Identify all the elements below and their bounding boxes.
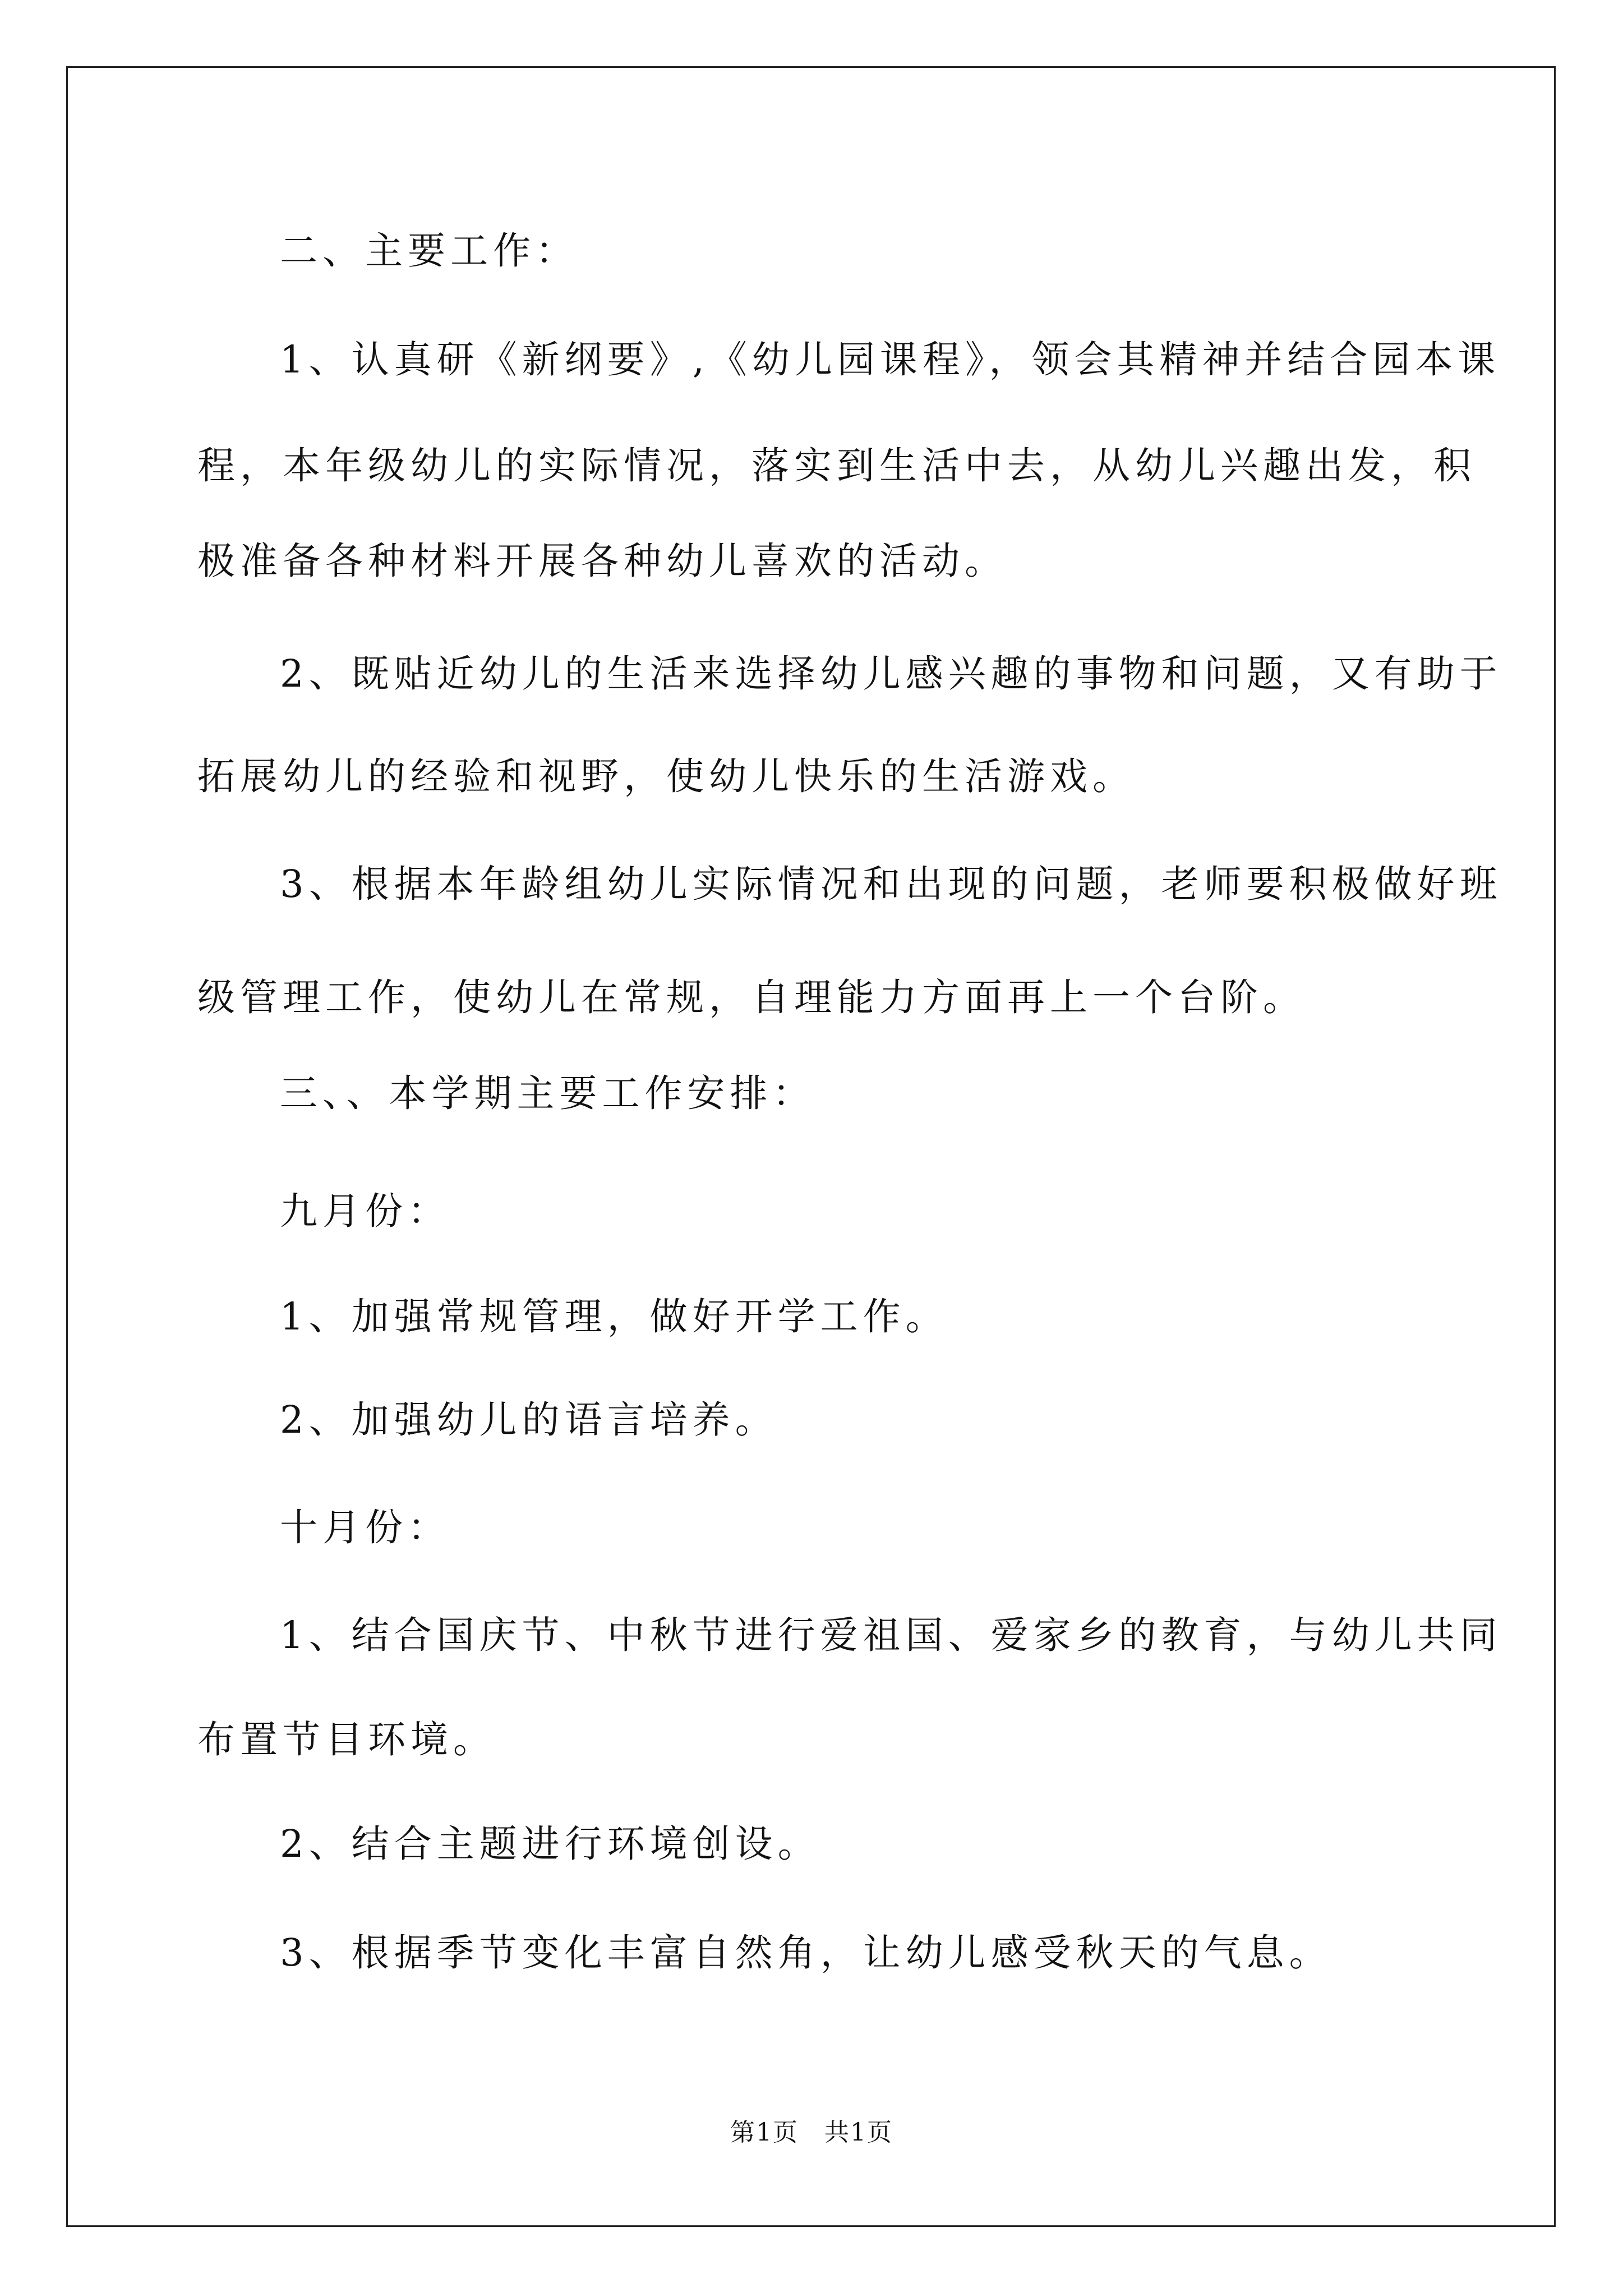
paragraph-line: 布置节目环境。 <box>197 1718 496 1761</box>
page-border <box>66 66 1556 2227</box>
paragraph-line: 拓展幼儿的经验和视野，使幼儿快乐的生活游戏。 <box>197 754 1135 798</box>
paragraph-line: 3、根据本年龄组幼儿实际情况和出现的问题，老师要积极做好班 <box>280 862 1502 906</box>
paragraph-line: 1、结合国庆节、中秋节进行爱祖国、爱家乡的教育，与幼儿共同 <box>280 1613 1502 1657</box>
paragraph-line: 2、既贴近幼儿的生活来选择幼儿感兴趣的事物和问题，又有助于 <box>280 652 1502 696</box>
paragraph-line: 2、加强幼儿的语言培养。 <box>280 1398 778 1442</box>
section-heading: 二、主要工作： <box>280 229 578 273</box>
paragraph-line: 1、认真研《新纲要》,《幼儿园课程》，领会其精神并结合园本课 <box>280 338 1501 381</box>
paragraph-line: 1、加强常规管理，做好开学工作。 <box>280 1295 948 1338</box>
paragraph-line: 程，本年级幼儿的实际情况，落实到生活中去，从幼儿兴趣出发，积 <box>197 444 1476 487</box>
paragraph-line: 极准备各种材料开展各种幼儿喜欢的活动。 <box>197 539 1007 583</box>
month-heading: 九月份： <box>280 1189 450 1233</box>
paragraph-line: 3、根据季节变化丰富自然角，让幼儿感受秋天的气息。 <box>280 1931 1332 1975</box>
paragraph-line: 2、结合主题进行环境创设。 <box>280 1822 820 1866</box>
paragraph-line: 级管理工作，使幼儿在常规，自理能力方面再上一个台阶。 <box>197 976 1306 1019</box>
section-heading: 三、、本学期主要工作安排： <box>280 1071 815 1115</box>
month-heading: 十月份： <box>280 1506 450 1549</box>
page-footer: 第1页 共1页 <box>730 2118 893 2147</box>
